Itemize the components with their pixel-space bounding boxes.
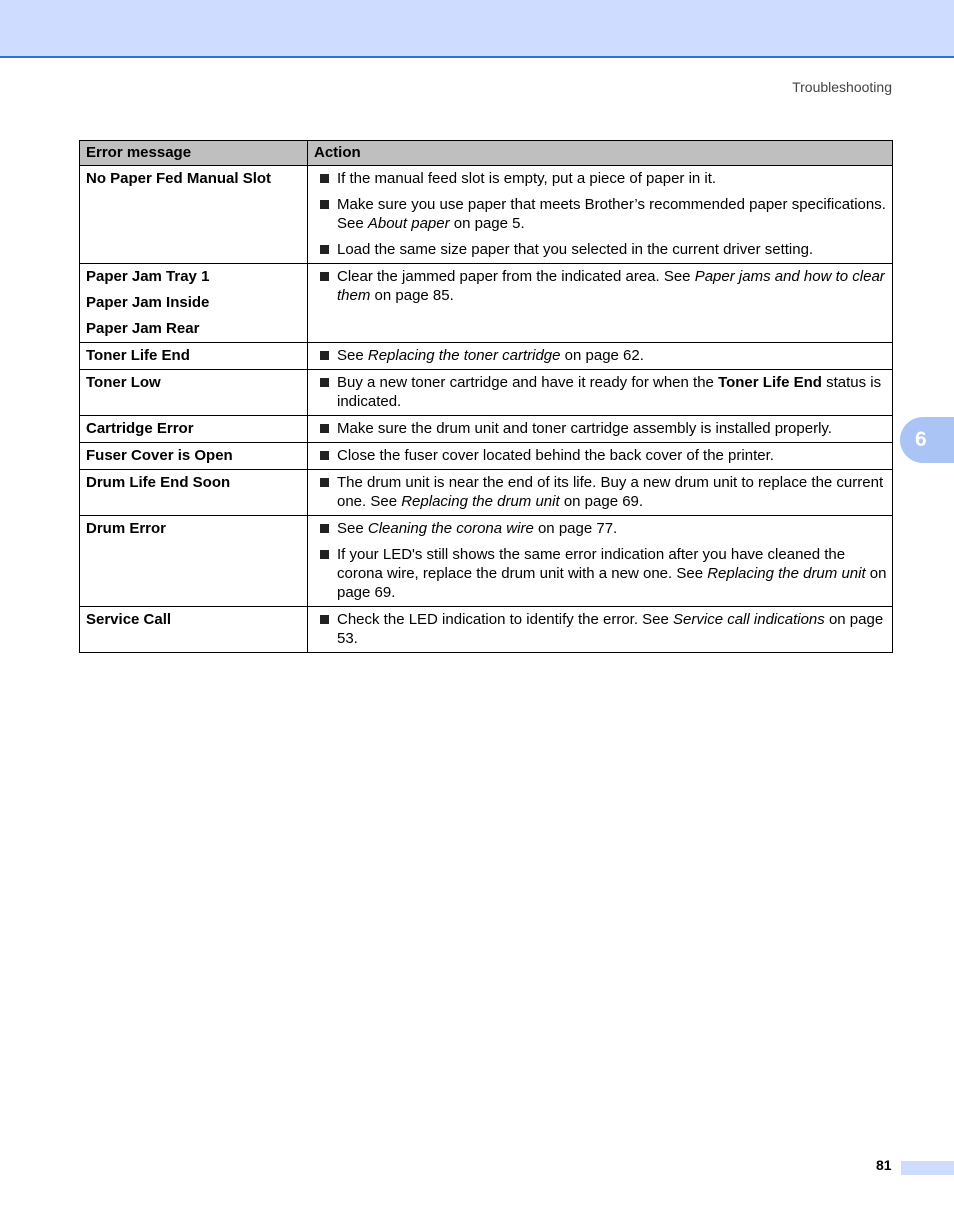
column-header-error: Error message <box>80 141 308 166</box>
action-item <box>314 267 887 305</box>
square-bullet-icon <box>320 524 329 533</box>
square-bullet-icon <box>320 478 329 487</box>
text-segment: on page 62. <box>560 347 644 364</box>
error-message-cell <box>80 470 308 516</box>
table-row <box>80 416 893 443</box>
table-row <box>80 470 893 516</box>
action-cell <box>308 166 893 264</box>
action-text <box>337 545 887 602</box>
error-message-cell <box>80 416 308 443</box>
action-cell <box>308 416 893 443</box>
action-item <box>314 240 887 259</box>
square-bullet-icon <box>320 378 329 387</box>
action-cell <box>308 443 893 470</box>
action-item <box>314 610 887 648</box>
error-message-cell <box>80 607 308 653</box>
error-message-cell <box>80 166 308 264</box>
text-segment: on page 69. <box>559 493 644 510</box>
text-segment: on page 77. <box>533 520 618 537</box>
text-segment: Load the same size paper that you selected in the current driver setting. <box>337 241 814 258</box>
action-cell <box>308 607 893 653</box>
cross-reference-link: Replacing the toner cartridge <box>367 347 561 364</box>
header-band <box>0 0 954 58</box>
table-row <box>80 166 893 264</box>
action-cell <box>308 370 893 416</box>
action-text <box>337 519 887 538</box>
square-bullet-icon <box>320 351 329 360</box>
error-message-cell <box>80 264 308 343</box>
error-message: Drum Life End Soon <box>86 474 231 491</box>
action-text <box>337 446 887 465</box>
text-segment: Clear the jammed paper from the indicated area. See <box>337 268 695 285</box>
error-message-cell <box>80 370 308 416</box>
footer-band <box>901 1161 954 1175</box>
text-segment: Check the LED indication to identify the error. See <box>337 611 674 628</box>
cross-reference-link: Service call indications <box>673 611 825 628</box>
text-segment: Buy a new toner cartridge and have it ready for when the <box>337 374 719 391</box>
action-item <box>314 346 887 365</box>
action-item <box>314 446 887 465</box>
square-bullet-icon <box>320 615 329 624</box>
cross-reference-link: Paper jams and how to clear them <box>337 268 885 304</box>
table-header-row <box>80 141 893 166</box>
error-message-table <box>79 140 893 653</box>
page-number: 81 <box>876 1157 892 1173</box>
action-text <box>337 195 887 233</box>
error-message: Drum Error <box>86 520 167 537</box>
action-text <box>337 267 887 305</box>
text-segment: If your LED's still shows the same error indication after you have cleaned the corona wire, replace the drum unit with a new one. See <box>337 546 846 582</box>
square-bullet-icon <box>320 451 329 460</box>
action-cell <box>308 343 893 370</box>
error-message-cell <box>80 343 308 370</box>
emphasized-text: Toner Life End <box>718 374 822 391</box>
square-bullet-icon <box>320 272 329 281</box>
error-message: Service Call <box>86 611 172 628</box>
text-segment: The drum unit is near the end of its life. Buy a new drum unit to replace the current one. See <box>337 474 884 510</box>
text-segment: on page 69. <box>337 565 887 601</box>
action-text <box>337 169 887 188</box>
text-segment: See <box>337 520 368 537</box>
action-text <box>337 240 887 259</box>
text-segment: on page 5. <box>449 215 525 232</box>
action-text <box>337 346 887 365</box>
action-item <box>314 545 887 602</box>
error-message-cell <box>80 443 308 470</box>
error-message: No Paper Fed Manual Slot <box>86 170 272 187</box>
action-item <box>314 519 887 538</box>
square-bullet-icon <box>320 200 329 209</box>
error-message: Paper Jam Tray 1 <box>86 268 210 285</box>
text-segment: on page 85. <box>370 287 454 304</box>
text-segment: See <box>337 347 368 364</box>
action-item <box>314 419 887 438</box>
error-message: Paper Jam Inside <box>86 294 210 311</box>
action-item <box>314 169 887 188</box>
cross-reference-link: About paper <box>367 215 450 232</box>
error-message: Toner Life End <box>86 347 190 364</box>
cross-reference-link: Replacing the drum unit <box>401 493 560 510</box>
table-row <box>80 370 893 416</box>
action-item <box>314 195 887 233</box>
square-bullet-icon <box>320 550 329 559</box>
error-message: Paper Jam Rear <box>86 320 200 337</box>
action-item <box>314 373 887 411</box>
action-text <box>337 373 887 411</box>
error-message: Fuser Cover is Open <box>86 447 233 464</box>
table-row <box>80 607 893 653</box>
cross-reference-link: Cleaning the corona wire <box>367 520 534 537</box>
square-bullet-icon <box>320 245 329 254</box>
error-message: Cartridge Error <box>86 420 194 437</box>
text-segment: If the manual feed slot is empty, put a piece of paper in it. <box>337 170 717 187</box>
table-row <box>80 516 893 607</box>
square-bullet-icon <box>320 174 329 183</box>
table-row <box>80 443 893 470</box>
table-row <box>80 264 893 343</box>
cross-reference-link: Replacing the drum unit <box>707 565 866 582</box>
action-text <box>337 419 887 438</box>
action-item <box>314 473 887 511</box>
action-text <box>337 610 887 648</box>
action-text <box>337 473 887 511</box>
text-segment: Make sure the drum unit and toner cartridge assembly is installed properly. <box>337 420 832 437</box>
text-segment: Close the fuser cover located behind the back cover of the printer. <box>337 447 774 464</box>
text-segment: Make sure you use paper that meets Brother’s recommended paper specifications. See <box>337 196 886 232</box>
action-cell <box>308 516 893 607</box>
text-segment: status is indicated. <box>337 374 882 410</box>
square-bullet-icon <box>320 424 329 433</box>
table-row <box>80 343 893 370</box>
error-message: Toner Low <box>86 374 161 391</box>
action-cell <box>308 264 893 343</box>
text-segment: on page 53. <box>337 611 884 647</box>
column-header-action: Action <box>308 141 893 166</box>
chapter-tab <box>900 417 954 463</box>
action-cell <box>308 470 893 516</box>
chapter-number: 6 <box>915 428 927 451</box>
error-message-cell <box>80 516 308 607</box>
section-title: Troubleshooting <box>792 79 892 95</box>
